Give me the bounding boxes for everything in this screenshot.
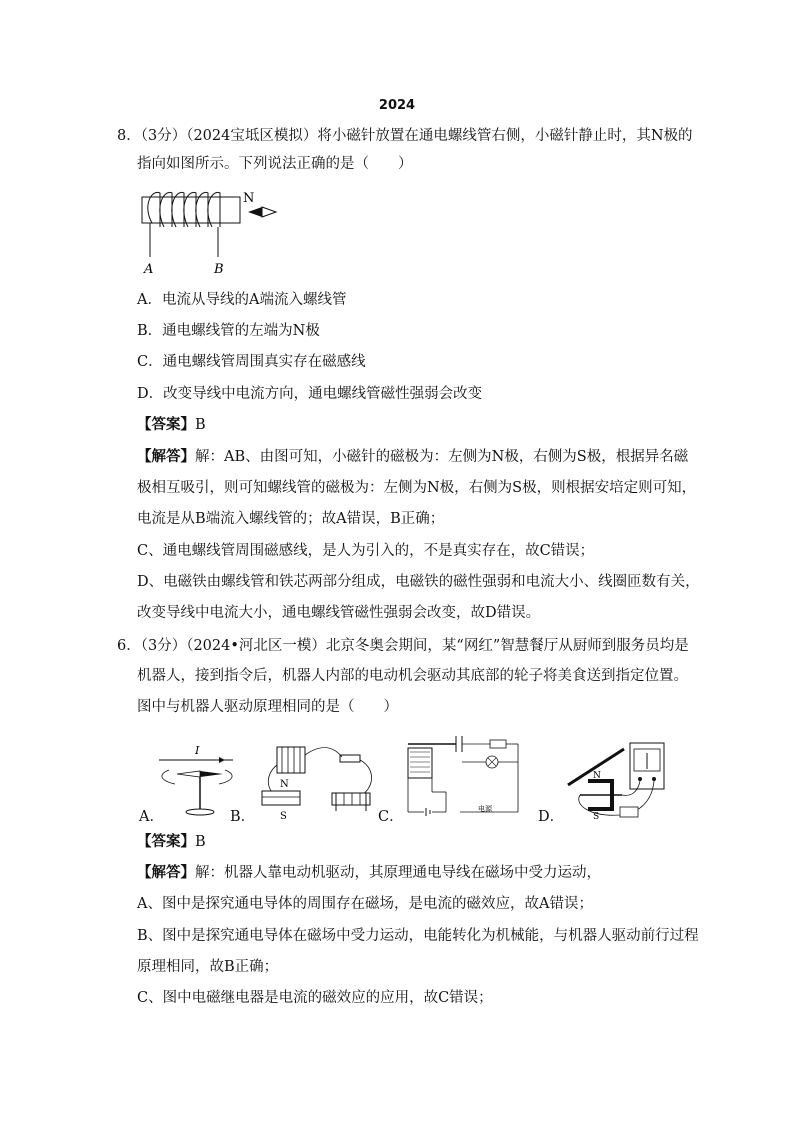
q6-analysis-tag: 【解答】 bbox=[137, 864, 195, 881]
label-power: 电源 bbox=[478, 805, 492, 813]
q6-answer bbox=[137, 832, 206, 852]
needle-left bbox=[177, 771, 200, 777]
q6-answer-value: B bbox=[195, 834, 206, 850]
stand-base bbox=[186, 809, 214, 815]
q6-stem-line-1: 6．（3分）（2024•河北区一模）北京冬奥会期间，某“网红”智慧餐厅从厨师到服务员均是 bbox=[117, 638, 689, 654]
q8-stem-line-2: 指向如图所示。下列说法正确的是（ ） bbox=[137, 156, 413, 172]
solenoid-core bbox=[142, 197, 240, 223]
q6-figure-c bbox=[400, 732, 525, 827]
q8-analysis-line-3: 电流是从B端流入螺线管的；故A错误，B正确； bbox=[137, 511, 445, 527]
page-header: 2024 bbox=[378, 98, 416, 113]
q6-option-b-letter: B． bbox=[230, 809, 256, 825]
q6-analysis-line-1 bbox=[137, 863, 601, 883]
q6-figure-d bbox=[560, 735, 685, 825]
q8-option-b: B．通电螺线管的左端为N极 bbox=[137, 323, 320, 339]
q6-option-c-letter: C． bbox=[378, 809, 404, 825]
q6-stem-line-2: 机器人，接到指令后，机器人内部的电动机会驱动其底部的轮子将美食送到指定位置。 bbox=[137, 668, 688, 684]
rotation-arc-left bbox=[162, 770, 175, 784]
q6-figure-b bbox=[252, 735, 382, 825]
q8-analysis-line-2: 极相互吸引，则可知螺线管的磁极为：左侧为N极，右侧为S极，则根据安培定则可知， bbox=[137, 480, 697, 496]
needle-right bbox=[200, 771, 223, 777]
rotation-arc-right bbox=[219, 770, 232, 784]
q6-stem-line-3: 图中与机器人驱动原理相同的是（ ） bbox=[137, 699, 398, 715]
wire-right bbox=[360, 760, 372, 795]
label-n: N bbox=[280, 779, 289, 790]
q8-answer-value: B bbox=[195, 417, 206, 433]
label-n: N bbox=[243, 191, 255, 206]
q6-option-a-letter: A． bbox=[139, 809, 164, 825]
q8-analysis-tag: 【解答】 bbox=[137, 448, 195, 465]
q8-analysis-line-5: D、电磁铁由螺线管和铁芯两部分组成，电磁铁的磁性强弱和电流大小、线圈匝数有关， bbox=[137, 574, 700, 590]
current-arrow bbox=[219, 757, 225, 763]
q6-option-d-letter: D． bbox=[538, 809, 565, 825]
wire-top bbox=[305, 748, 342, 757]
label-current: I bbox=[195, 744, 200, 757]
q8-answer-tag: 【答案】 bbox=[137, 416, 195, 433]
label-b: B bbox=[214, 262, 224, 277]
q8-answer bbox=[137, 415, 206, 435]
electromagnet bbox=[408, 748, 432, 778]
q6-analysis-text-1: 解：机器人靠电动机驱动，其原理通电导线在磁场中受力运动， bbox=[195, 865, 601, 881]
rails bbox=[332, 793, 370, 805]
label-a: A bbox=[144, 262, 154, 277]
q8-analysis-text-1: 解：AB、由图可知，小磁针的磁极为：左侧为N极，右侧为S极，根据异名磁 bbox=[195, 449, 689, 465]
q8-analysis-line-6: 改变导线中电流大小，通电螺线管磁性强弱会改变，故D错误。 bbox=[137, 605, 541, 621]
q8-analysis-line-4: C、通电螺线管周围磁感线，是人为引入的，不是真实存在，故C错误； bbox=[137, 543, 595, 559]
needle-north-half bbox=[248, 207, 262, 217]
needle-south-half bbox=[262, 207, 276, 217]
q8-option-c: C．通电螺线管周围真实存在磁感线 bbox=[137, 354, 366, 370]
q8-option-d: D．改变导线中电流方向，通电螺线管磁性强弱会改变 bbox=[137, 386, 483, 402]
switch bbox=[620, 807, 638, 817]
label-n: N bbox=[593, 771, 601, 781]
label-s: S bbox=[593, 812, 600, 822]
q8-stem-line-1: 8．（3分）（2024宝坻区模拟）将小磁针放置在通电螺线管右侧，小磁针静止时，其N极的 bbox=[117, 128, 693, 144]
q6-analysis-line-5: C、图中电磁继电器是电流的磁效应的应用，故C错误； bbox=[137, 990, 493, 1006]
label-s: S bbox=[280, 811, 287, 822]
q6-analysis-line-2: A、图中是探究通电导体的周围存在磁场，是电流的磁效应，故A错误； bbox=[137, 896, 593, 912]
q6-analysis-line-3: B、图中是探究通电导体在磁场中受力运动，电能转化为机械能，与机器人驱动前行过程 bbox=[137, 928, 699, 944]
q6-figure-a bbox=[155, 740, 240, 820]
q6-analysis-line-4: 原理相同，故B正确； bbox=[137, 959, 279, 975]
q6-answer-tag: 【答案】 bbox=[137, 833, 195, 850]
magnet bbox=[262, 791, 300, 805]
switch bbox=[340, 755, 360, 762]
resistor bbox=[490, 740, 506, 748]
q8-analysis-line-1 bbox=[137, 447, 688, 467]
q8-solenoid-figure bbox=[130, 185, 290, 280]
battery bbox=[277, 747, 305, 773]
q8-option-a: A．电流从导线的A端流入螺线管 bbox=[137, 292, 347, 308]
solenoid-coil bbox=[148, 192, 220, 227]
